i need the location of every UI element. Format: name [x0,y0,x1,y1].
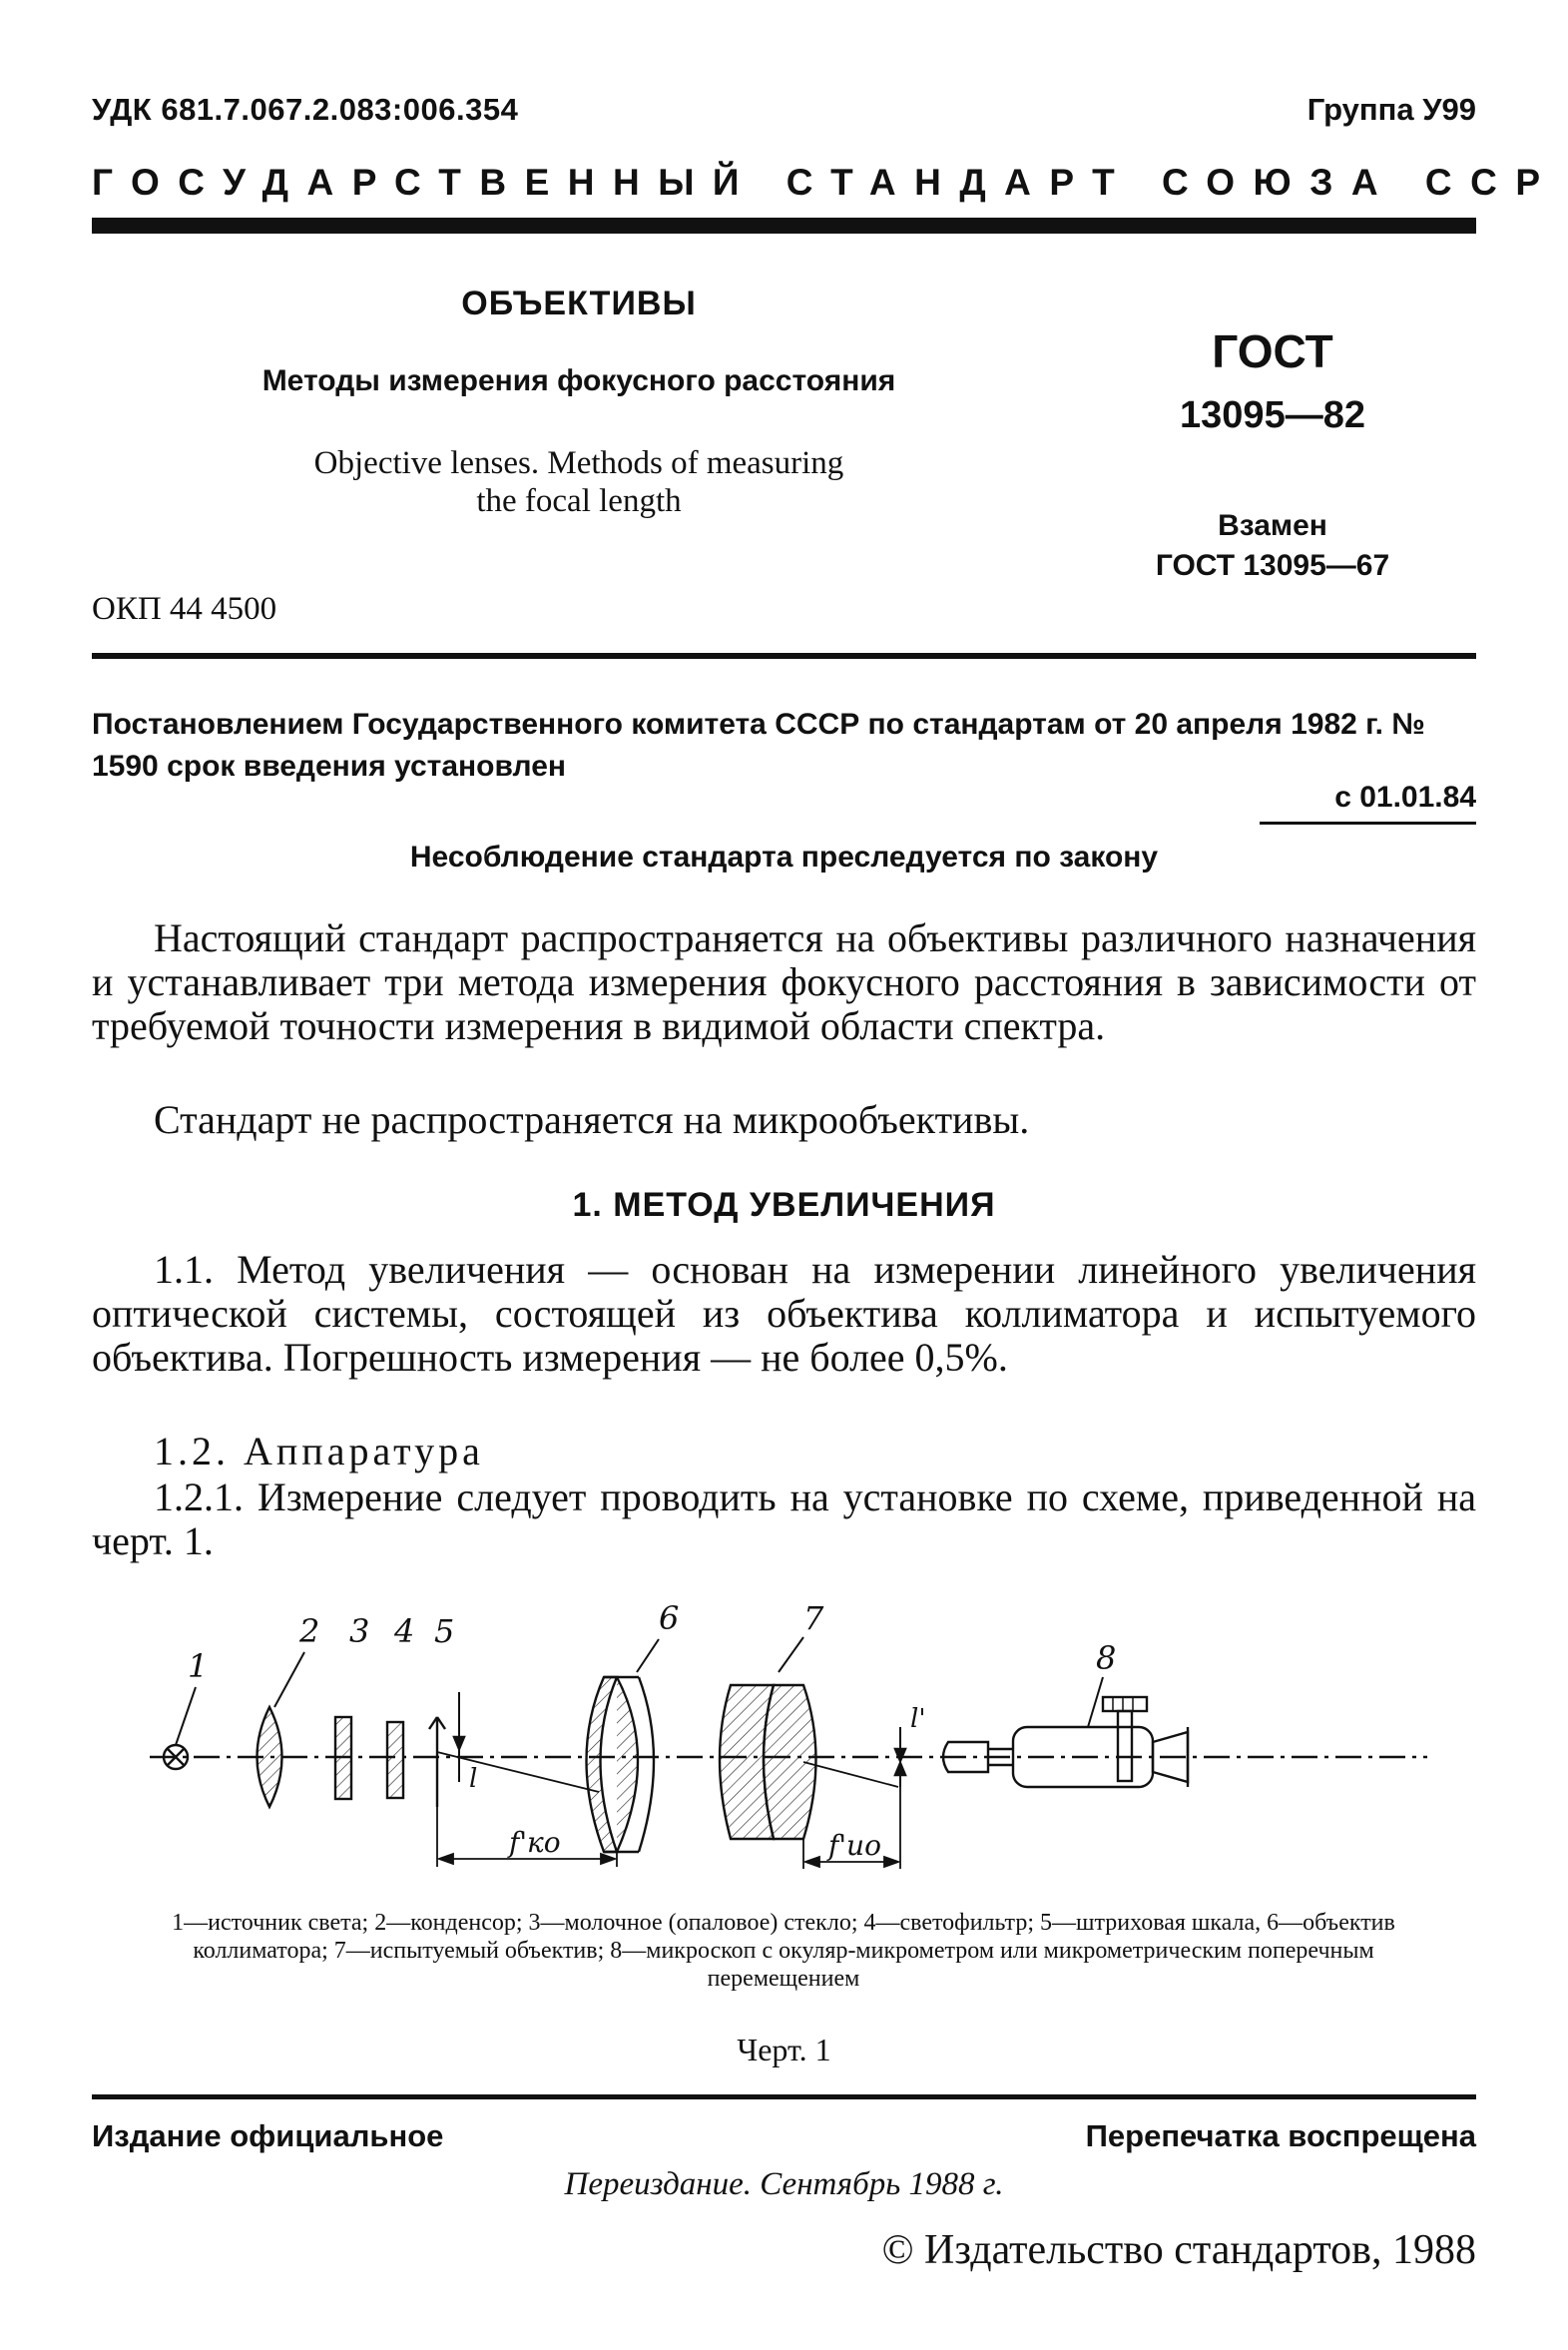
document-title: ОБЪЕКТИВЫ [461,285,697,322]
optical-scheme-drawing [140,1577,1437,1897]
clause-1-1: 1.1. Метод увеличения — основан на измерении линейного увеличения оптической системы, состоящей из объектива коллиматора и испытуемого объектива. Погрешность измерения — не более 0,5%. [92,1247,1476,1380]
exclusion-paragraph: Стандарт не распространяется на микрообъективы. [154,1097,1030,1142]
english-title [190,444,968,520]
official-edition: Издание официальное [92,2118,444,2153]
label-l: l [469,1764,478,1794]
section-rule [92,653,1476,659]
header-rule [92,218,1476,234]
tested-objective-icon [720,1637,816,1839]
scope-paragraph: Настоящий стандарт распространяется на объективы различного назначения и устанавливает три метода измерения фокусного расстояния в зависимости от требуемой точности измерения в видимой области спектра. [92,915,1476,1048]
reissue-note: Переиздание. Сентябрь 1988 г. [564,2166,1004,2202]
label-3: 3 [349,1612,370,1650]
label-5: 5 [434,1612,455,1650]
label-l-prime: l' [910,1704,926,1734]
figure-caption: Черт. 1 [737,2032,831,2067]
english-title-line-1: Objective lenses. Methods of measuring [313,445,844,481]
condenser-lens-icon [258,1652,305,1807]
okp-code: ОКП 44 4500 [92,591,277,627]
footer-rule [92,2094,1476,2099]
clause-1-2: 1.2. Аппаратура [154,1429,484,1473]
label-7: 7 [803,1599,824,1637]
english-title-line-2: the focal length [476,483,682,519]
law-notice: Несоблюдение стандарта преследуется по закону [409,841,1159,874]
figure-legend: 1—источник света; 2—конденсор; 3—молочное (опаловое) стекло; 4—светофильтр; 5—штриховая шкала, 6—объектив коллиматора; 7—испытуемый объектив; 8—микроскоп с окуляр-микрометром или микрометрическим поперечным перемещением [172,1910,1395,1992]
gost-number: 13095—82 [1180,394,1365,436]
collimator-objective-icon [587,1639,660,1852]
label-2: 2 [299,1612,320,1650]
effective-date: с 01.01.84 [1334,781,1476,814]
microscope-icon [943,1677,1188,1787]
no-reprint-notice: Перепечатка воспрещена [1085,2118,1476,2153]
opal-glass-icon [335,1717,351,1799]
date-underline [1260,822,1476,825]
decree-text: Постановлением Государственного комитета СССР по стандартам от 20 апреля 1982 г. № 1590 срок введения установлен [92,708,1425,783]
label-6: 6 [659,1599,680,1637]
gost-label: ГОСТ [1212,325,1333,377]
section-heading: 1. МЕТОД УВЕЛИЧЕНИЯ [572,1186,996,1224]
scale-icon [429,1692,464,1807]
label-f-ko: f'ко [509,1826,561,1859]
replaces-label: Взамен [1218,509,1327,542]
state-standard-banner: ГОСУДАРСТВЕННЫЙ СТАНДАРТ СОЮЗА ССР [92,162,1559,203]
label-8: 8 [1096,1639,1117,1677]
udk-code: УДК 681.7.067.2.083:006.354 [92,92,519,127]
document-subtitle: Методы измерения фокусного расстояния [261,364,896,397]
label-f-io: f'ио [828,1829,881,1862]
label-4: 4 [394,1612,415,1650]
copyright: © Издательство стандартов, 1988 [881,2227,1476,2273]
label-1: 1 [188,1647,209,1685]
replaces-standard: ГОСТ 13095—67 [1155,549,1390,582]
clause-1-2-1: 1.2.1. Измерение следует проводить на установке по схеме, приведенной на черт. 1. [92,1474,1476,1563]
filter-icon [387,1722,403,1798]
group-code: Группа У99 [1307,92,1476,127]
